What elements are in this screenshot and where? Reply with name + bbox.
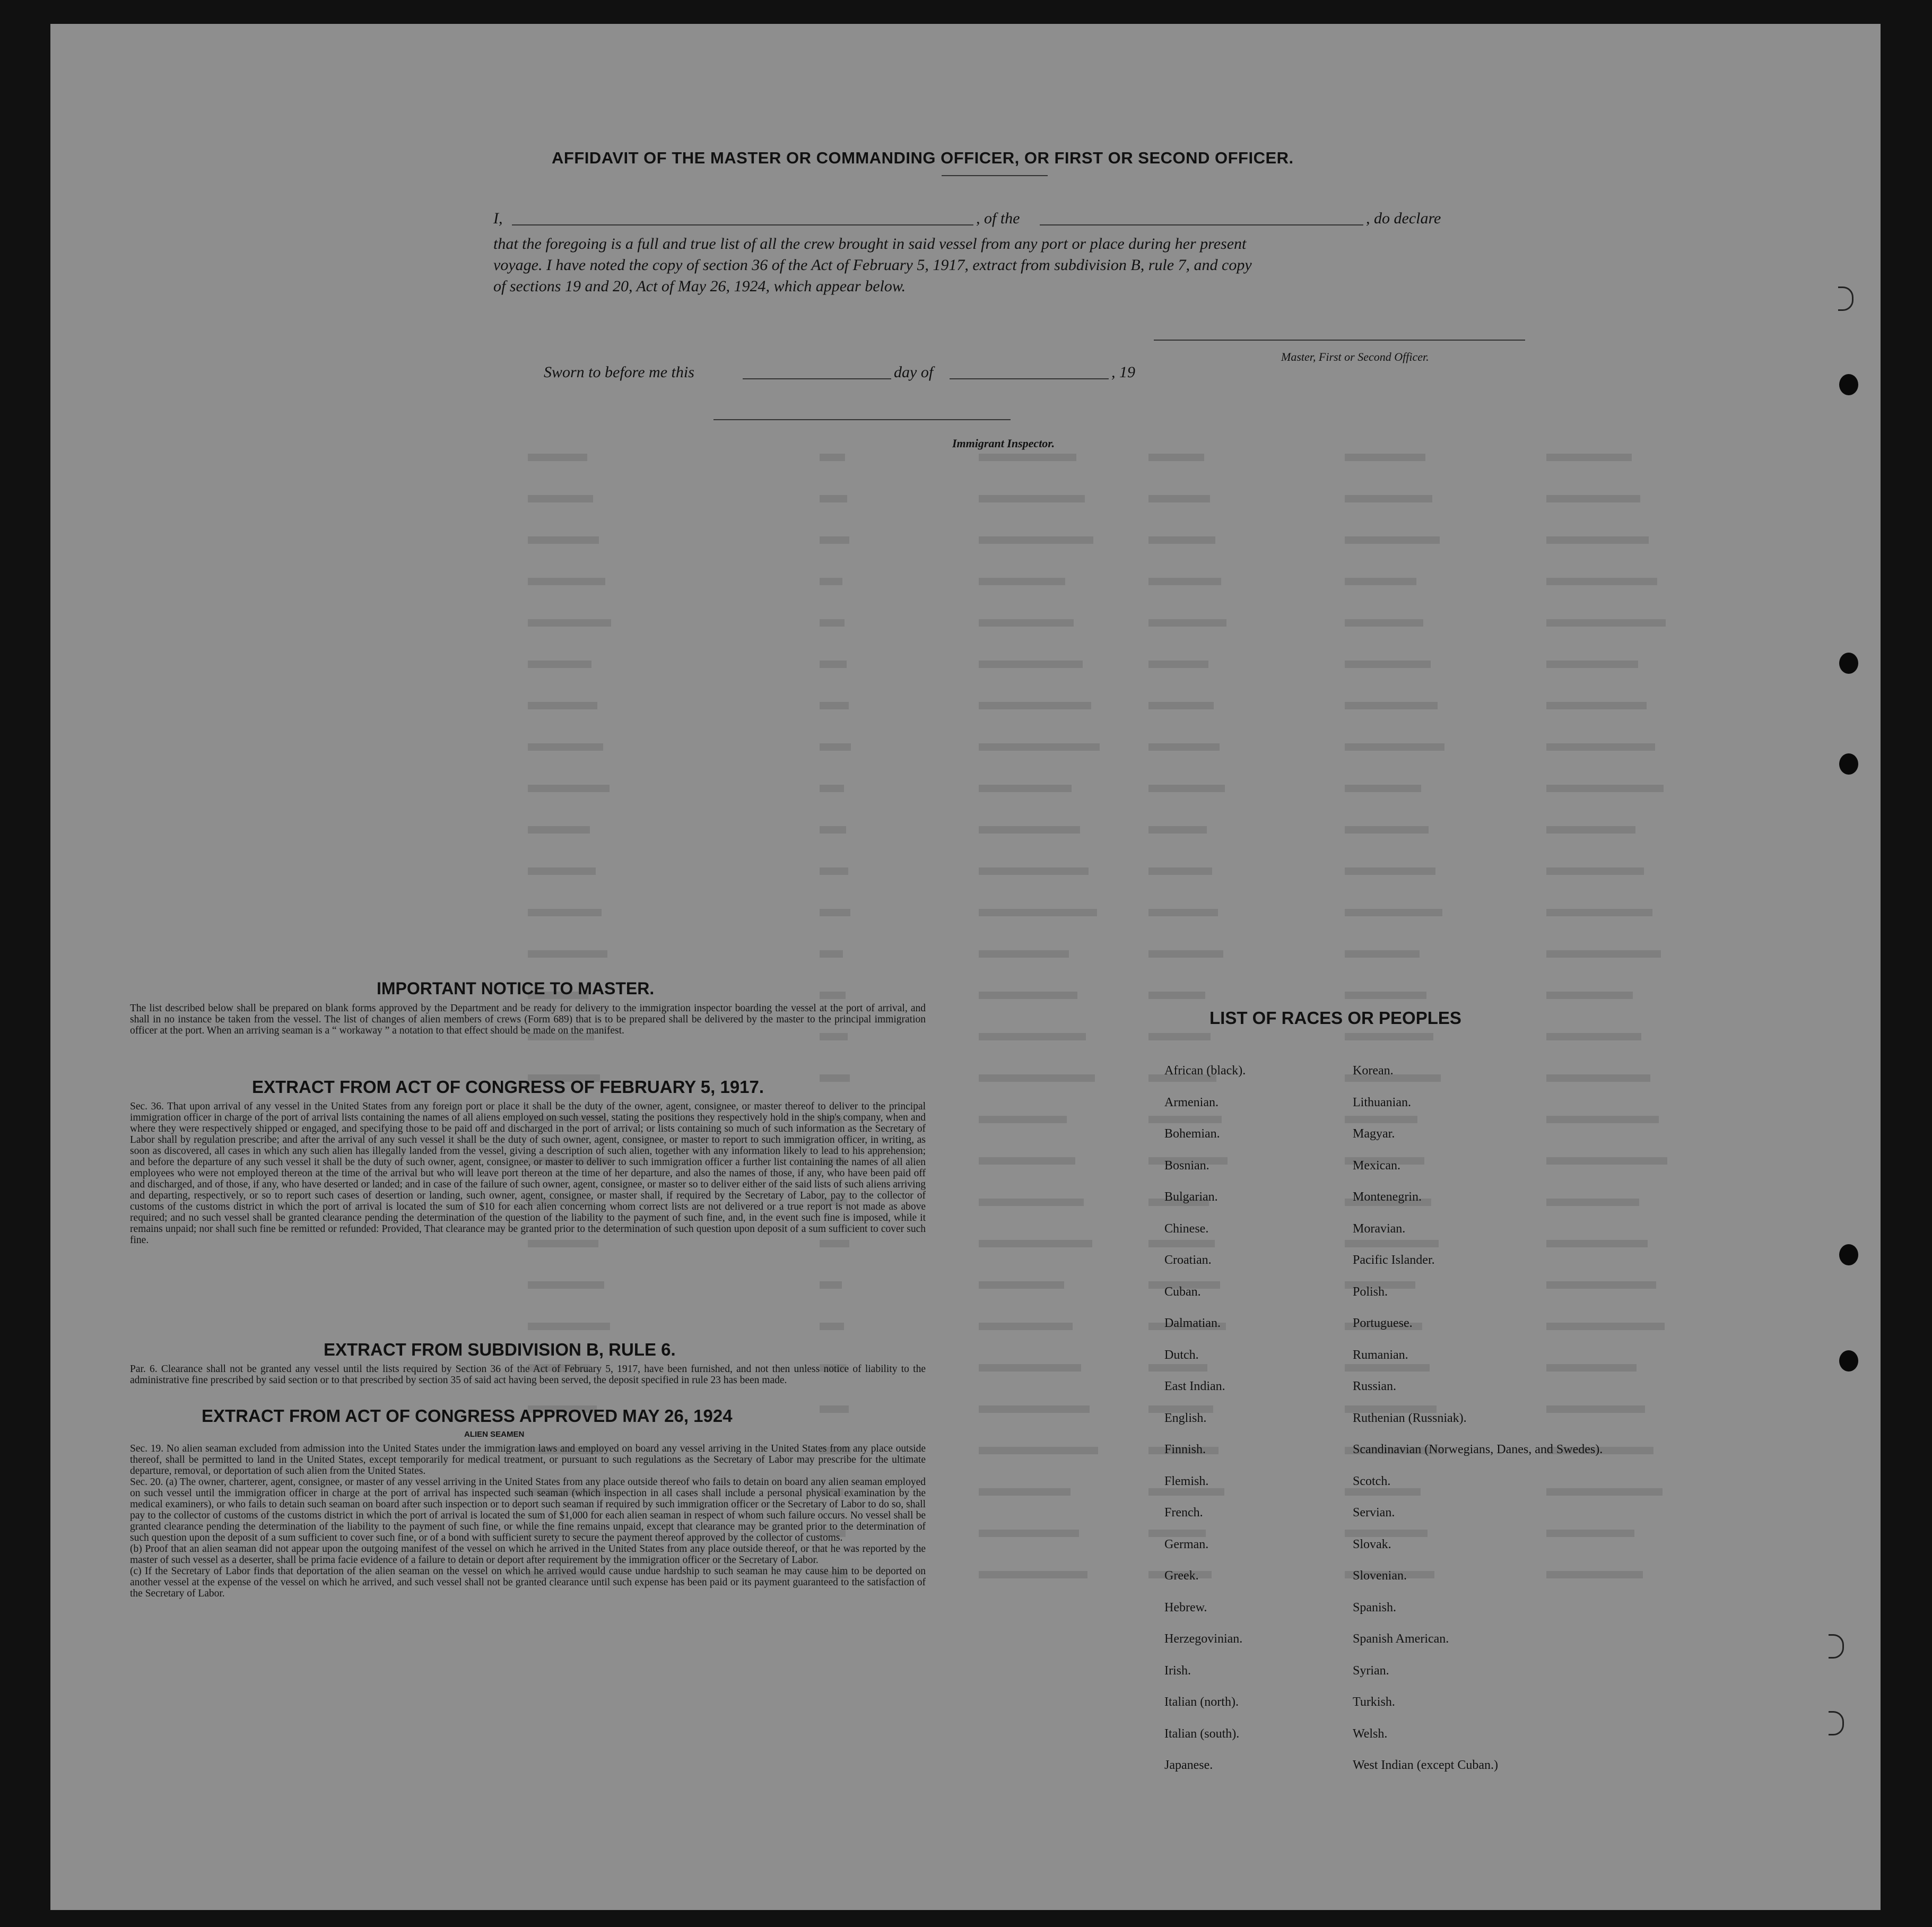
bleed-through-stroke: [820, 909, 850, 916]
bleed-through-stroke: [979, 743, 1100, 751]
bleed-through-stroke: [1546, 743, 1655, 751]
bleed-through-stroke: [1148, 785, 1225, 792]
race-item: Korean.: [1353, 1064, 1394, 1078]
bleed-through-stroke: [979, 1199, 1084, 1206]
bleed-through-stroke: [979, 1447, 1098, 1454]
bleed-through-stroke: [528, 536, 599, 544]
race-item: Cuban.: [1164, 1284, 1201, 1299]
race-item: East Indian.: [1164, 1379, 1225, 1393]
bleed-through-stroke: [528, 619, 611, 627]
race-item: Spanish.: [1353, 1600, 1397, 1614]
race-item: Italian (north).: [1164, 1695, 1239, 1709]
bleed-through-stroke: [1546, 702, 1647, 709]
punch-hole-icon: [1829, 1634, 1844, 1659]
bleed-through-stroke: [528, 826, 590, 834]
master-name-blank[interactable]: [512, 224, 973, 225]
bleed-through-stroke: [979, 1281, 1064, 1289]
bleed-through-stroke: [1345, 578, 1416, 585]
race-item: Japanese.: [1164, 1758, 1213, 1772]
race-item: Turkish.: [1353, 1695, 1395, 1709]
master-signature-label: Master, First or Second Officer.: [1281, 350, 1429, 363]
punch-hole-icon: [1839, 753, 1858, 775]
bleed-through-stroke: [820, 1074, 850, 1082]
affidavit-do-declare: , do declare: [1366, 210, 1441, 227]
bleed-through-stroke: [820, 495, 847, 502]
bleed-through-stroke: [820, 1405, 849, 1413]
bleed-through-stroke: [820, 950, 843, 958]
race-item: Rumanian.: [1353, 1348, 1408, 1362]
bleed-through-stroke: [820, 992, 846, 999]
bleed-through-stroke: [979, 992, 1077, 999]
bleed-through-stroke: [1345, 867, 1435, 875]
bleed-through-stroke: [1148, 661, 1208, 668]
sworn-month-blank[interactable]: [950, 378, 1109, 379]
bleed-through-stroke: [1546, 826, 1635, 834]
bleed-through-stroke: [528, 578, 605, 585]
bleed-through-stroke: [979, 1571, 1087, 1578]
extract-1924-sec20b: (b) Proof that an alien seaman did not appear upon the outgoing manifest of the vessel on which he arrived in the United States from any place outside thereof, or that he was reported by the master of such vessel as a deserter, shall be prima facie evidence of a failure to detain or deport after requirement by the immigration officer or the Secretary of Labor.: [130, 1543, 926, 1566]
notice-title: IMPORTANT NOTICE TO MASTER.: [377, 979, 655, 998]
bleed-through-stroke: [979, 702, 1091, 709]
race-item: Italian (south).: [1164, 1726, 1240, 1741]
punch-hole-icon: [1829, 1711, 1844, 1735]
race-item: Mexican.: [1353, 1158, 1400, 1173]
bleed-through-stroke: [1345, 619, 1423, 627]
race-item: Scandinavian (Norwegians, Danes, and Swedes).: [1353, 1443, 1603, 1456]
extract-1924-sec20c: (c) If the Secretary of Labor finds that deportation of the alien seaman on the vessel on which he arrived would cause undue hardship to such seaman he may cause him to be deported on another vessel at the expense of the vessel on which he arrived, and such vessel shall not be granted clearance until such expense has been paid or its payment guaranteed to the satisfaction of the Secretary of Labor.: [130, 1566, 926, 1599]
extract-rule6-text: Par. 6. Clearance shall not be granted any vessel until the lists required by Section 36 of the Act of February 5, 1917, have been furnished, and not then unless notice of liability to the administrative fine prescribed by said section or to that prescribed by section 35 of said act having been served, the deposit specified in rule 23 has been made.: [130, 1364, 926, 1386]
race-item: Montenegrin.: [1353, 1190, 1422, 1204]
bleed-through-stroke: [979, 1157, 1075, 1165]
bleed-through-stroke: [979, 909, 1097, 916]
race-item: African (black).: [1164, 1064, 1246, 1078]
race-item: Russian.: [1353, 1379, 1397, 1393]
bleed-through-stroke: [1345, 661, 1431, 668]
bleed-through-stroke: [979, 536, 1093, 544]
bleed-through-stroke: [1546, 619, 1666, 627]
bleed-through-stroke: [979, 1488, 1071, 1496]
race-item: Bosnian.: [1164, 1158, 1209, 1173]
inspector-signature-blank[interactable]: [713, 419, 1011, 420]
bleed-through-stroke: [820, 826, 846, 834]
bleed-through-stroke: [1345, 992, 1426, 999]
race-item: Herzegovinian.: [1164, 1632, 1243, 1646]
bleed-through-stroke: [528, 743, 603, 751]
race-item: Bohemian.: [1164, 1127, 1220, 1141]
race-item: German.: [1164, 1537, 1209, 1551]
bleed-through-stroke: [820, 867, 848, 875]
race-item: Pacific Islander.: [1353, 1253, 1435, 1267]
affidavit-line-4: of sections 19 and 20, Act of May 26, 1924, which appear below.: [493, 277, 906, 295]
bleed-through-stroke: [528, 1323, 610, 1330]
year-label: , 19: [1111, 363, 1135, 381]
bleed-through-stroke: [1148, 950, 1223, 958]
bleed-through-stroke: [1546, 867, 1644, 875]
bleed-through-stroke: [979, 950, 1069, 958]
bleed-through-stroke: [1546, 536, 1649, 544]
extract-rule6-title: EXTRACT FROM SUBDIVISION B, RULE 6.: [324, 1340, 676, 1359]
bleed-through-stroke: [820, 454, 845, 461]
race-item: French.: [1164, 1506, 1203, 1520]
bleed-through-stroke: [820, 619, 845, 627]
bleed-through-stroke: [979, 826, 1080, 834]
races-left-column: [1164, 1064, 1366, 1790]
race-item: Chinese.: [1164, 1221, 1209, 1236]
bleed-through-stroke: [1345, 454, 1425, 461]
bleed-through-stroke: [1148, 909, 1218, 916]
race-item: Bulgarian.: [1164, 1190, 1218, 1204]
affidavit-line-3: voyage. I have noted the copy of section 36 of the Act of February 5, 1917, extract from subdivision B, rule 7, and copy: [493, 256, 1252, 274]
bleed-through-stroke: [979, 1530, 1079, 1537]
bleed-through-stroke: [979, 785, 1072, 792]
bleed-through-stroke: [1345, 909, 1442, 916]
bleed-through-stroke: [820, 702, 849, 709]
bleed-through-stroke: [1148, 867, 1212, 875]
race-item: Welsh.: [1353, 1726, 1388, 1741]
bleed-through-stroke: [979, 578, 1065, 585]
race-item: Lithuanian.: [1353, 1095, 1411, 1109]
bleed-through-stroke: [979, 1240, 1092, 1247]
bleed-through-stroke: [528, 950, 607, 958]
extract-1924-sec19: Sec. 19. No alien seaman excluded from admission into the United States under the immigration laws and employed on board any vessel arriving in the United States from any place outside thereof, shall be permitted to land in the United States, except temporarily for medical treatment, or pursuant to such regulations as the Secretary of Labor may prescribe for the ultimate departure, removal, or deportation of such alien from the United States.: [130, 1443, 926, 1477]
bleed-through-stroke: [1148, 1033, 1211, 1040]
bleed-through-stroke: [820, 743, 851, 751]
affidavit-of-the: , of the: [976, 210, 1020, 227]
vessel-name-blank[interactable]: [1040, 224, 1363, 225]
bleed-through-stroke: [1148, 743, 1220, 751]
bleed-through-stroke: [1345, 785, 1421, 792]
extract-1924-subtitle: ALIEN SEAMEN: [464, 1430, 525, 1439]
race-item: Ruthenian (Russniak).: [1353, 1411, 1467, 1425]
bleed-through-stroke: [979, 1116, 1067, 1123]
bleed-through-stroke: [1148, 826, 1207, 834]
bleed-through-stroke: [1148, 992, 1205, 999]
extract-1917-text: Sec. 36. That upon arrival of any vessel in the United States from any foreign port or place it shall be the duty of the owner, agent, consignee, or master thereof to deliver to the principal immigration officer in charge of the port of arrival lists containing the names of all aliens employed on such vessel, stating the positions they respectively hold in the ship's company, when and where they were respectively shipped or engaged, and specifying those to be paid off and discharged in the port of arrival; or lists containing so much of such information as the Secretary of Labor shall by regulation prescribe; and after the arrival of any such vessel it shall be the duty of such owner, agent, consignee, or master to report to such immigration officer, in writing, as soon as discovered, all cases in which any such alien has illegally landed from the vessel, giving a description of such alien, together with any information likely to lead to his apprehension; and before the departure of any such vessel it shall be the duty of such owner, agent, consignee, or master to deliver to such immigration officer a further list containing the names of all alien employees who were not employed thereon at the time of the arrival but who will leave port thereon at the time of her departure, and also the names of those, if any, who have been paid off and discharged, and of those, if any, who have deserted or landed; and in case of the failure of such owner, agent, consignee, or master so to deliver either of the said lists of such aliens arriving and departing, respectively, or so to report such cases of desertion or landing, such owner, agent, consignee, or master shall, if required by the Secretary of Labor, pay to the collector of customs of the customs district in which the port of arrival is located the sum of $10 for each alien concerning whom correct lists are not delivered or a true report is not made as above required; and no such vessel shall be granted clearance pending the determination of the question of the liability to the payment of such fine, and, in the event such fine is imposed, while it remains unpaid; nor shall such fine be remitted or refunded: Provided, That clearance may be granted prior to the determination of such question upon deposit of a sum sufficient to cover such fine.: [130, 1101, 926, 1246]
bleed-through-stroke: [820, 661, 847, 668]
race-item: Hebrew.: [1164, 1600, 1207, 1614]
race-item: Croatian.: [1164, 1253, 1212, 1267]
bleed-through-stroke: [820, 785, 844, 792]
affidavit-line-2: that the foregoing is a full and true list of all the crew brought in said vessel from any port or place during her present: [493, 235, 1247, 253]
master-signature-blank[interactable]: [1154, 340, 1525, 341]
bleed-through-stroke: [1546, 454, 1632, 461]
bleed-through-stroke: [1546, 578, 1657, 585]
bleed-through-stroke: [820, 536, 849, 544]
extract-1924-title: EXTRACT FROM ACT OF CONGRESS APPROVED MAY 26, 1924: [202, 1406, 733, 1426]
race-item: Spanish American.: [1353, 1632, 1449, 1646]
punch-hole-icon: [1839, 1350, 1858, 1372]
bleed-through-stroke: [1148, 702, 1214, 709]
punch-hole-icon: [1838, 287, 1853, 311]
race-item: Servian.: [1353, 1506, 1395, 1520]
affidavit-title: AFFIDAVIT OF THE MASTER OR COMMANDING OFFICER, OR FIRST OR SECOND OFFICER.: [552, 149, 1294, 167]
bleed-through-stroke: [528, 867, 596, 875]
race-item: Greek.: [1164, 1569, 1199, 1583]
races-title: LIST OF RACES OR PEOPLES: [1209, 1008, 1461, 1028]
bleed-through-stroke: [1345, 743, 1444, 751]
race-item: Syrian.: [1353, 1663, 1389, 1678]
race-item: Scotch.: [1353, 1474, 1391, 1488]
extract-1917-title: EXTRACT FROM ACT OF CONGRESS OF FEBRUARY 5, 1917.: [252, 1077, 764, 1097]
bleed-through-stroke: [528, 785, 610, 792]
race-item: Moravian.: [1353, 1221, 1406, 1236]
bleed-through-stroke: [528, 702, 597, 709]
day-of-label: day of: [894, 363, 934, 381]
bleed-through-stroke: [1148, 619, 1226, 627]
punch-hole-icon: [1839, 374, 1858, 395]
bleed-through-stroke: [979, 454, 1076, 461]
bleed-through-stroke: [528, 495, 593, 502]
bleed-through-stroke: [1345, 702, 1438, 709]
sworn-day-blank[interactable]: [743, 378, 891, 379]
extract-1924-sec20a: Sec. 20. (a) The owner, charterer, agent, consignee, or master of any vessel arriving in the United States from any place outside thereof who fails to detain on board any alien seaman employed on such vessel until the immigration officer in charge at the port of arrival has inspected such seaman (which inspection in all cases shall include a personal physical examination by the medical examiners), or who fails to detain such seaman on board after such inspection or to deport such seaman if required by such immigration officer or the Secretary of Labor to do so, shall pay to the collector of customs of the customs district in which the port of arrival is located the sum of $1,000 for each alien seaman in respect of whom such failure occurs. No vessel shall be granted clearance pending the determination of the liability to the payment of such fine, or while the fine remains unpaid, except that clearance may be granted prior to the determination of such question upon the deposit of a sum sufficient to cover such fine, or of a bond with sufficient surety to secure the payment thereof approved by the collector of customs.: [130, 1477, 926, 1543]
race-item: Slovak.: [1353, 1537, 1391, 1551]
race-item: Armenian.: [1164, 1095, 1219, 1109]
bleed-through-stroke: [1345, 495, 1432, 502]
bleed-through-stroke: [1546, 909, 1652, 916]
bleed-through-stroke: [1148, 536, 1215, 544]
notice-text: The list described below shall be prepared on blank forms approved by the Department and be ready for delivery to the immigration inspector boarding the vessel at the port of arrival, and shall in no instance be taken from the vessel. The list of changes of alien members of crews (Form 689) that is to be prepared shall be delivered by the master to the principal immigration officer at the port. When an arriving seaman is a “ workaway ” a notation to that effect should be made on the manifest.: [130, 1003, 926, 1036]
inspector-label: Immigrant Inspector.: [952, 437, 1055, 450]
race-item: West Indian (except Cuban.): [1353, 1758, 1498, 1772]
bleed-through-stroke: [1345, 536, 1440, 544]
bleed-through-stroke: [1148, 578, 1221, 585]
race-item: Dalmatian.: [1164, 1316, 1221, 1330]
bleed-through-stroke: [1345, 950, 1420, 958]
bleed-through-stroke: [820, 1281, 842, 1289]
races-right-column: [1353, 1064, 1629, 1790]
bleed-through-stroke: [1345, 1033, 1433, 1040]
bleed-through-stroke: [979, 1323, 1073, 1330]
bleed-through-stroke: [528, 909, 602, 916]
bleed-through-stroke: [979, 661, 1083, 668]
bleed-through-stroke: [528, 661, 591, 668]
bleed-through-stroke: [979, 867, 1089, 875]
bleed-through-stroke: [528, 454, 587, 461]
race-item: Dutch.: [1164, 1348, 1199, 1362]
affidavit-i-label: I,: [493, 210, 503, 227]
bleed-through-stroke: [1546, 1033, 1641, 1040]
race-item: Polish.: [1353, 1284, 1388, 1299]
bleed-through-stroke: [979, 1033, 1086, 1040]
bleed-through-stroke: [1546, 495, 1640, 502]
race-item: English.: [1164, 1411, 1207, 1425]
bleed-through-stroke: [528, 1281, 604, 1289]
bleed-through-stroke: [1546, 785, 1664, 792]
bleed-through-stroke: [1345, 826, 1429, 834]
bleed-through-stroke: [820, 578, 842, 585]
race-item: Finnish.: [1164, 1443, 1206, 1456]
bleed-through-stroke: [979, 1074, 1095, 1082]
race-item: Portuguese.: [1353, 1316, 1413, 1330]
bleed-through-stroke: [979, 619, 1074, 627]
bleed-through-stroke: [979, 1405, 1090, 1413]
bleed-through-stroke: [979, 1364, 1081, 1372]
punch-hole-icon: [1839, 1244, 1858, 1265]
punch-hole-icon: [1839, 653, 1858, 674]
bleed-through-stroke: [1148, 454, 1204, 461]
title-underline: [942, 175, 1048, 176]
bleed-through-stroke: [1148, 495, 1210, 502]
document-page: [50, 24, 1881, 1910]
bleed-through-stroke: [979, 495, 1085, 502]
sworn-label: Sworn to before me this: [544, 363, 694, 381]
race-item: Irish.: [1164, 1663, 1191, 1678]
race-item: Slovenian.: [1353, 1569, 1407, 1583]
bleed-through-stroke: [1546, 950, 1661, 958]
bleed-through-stroke: [1546, 992, 1633, 999]
bleed-through-stroke: [1546, 661, 1638, 668]
race-item: Flemish.: [1164, 1474, 1209, 1488]
bleed-through-stroke: [820, 1323, 844, 1330]
race-item: Magyar.: [1353, 1127, 1395, 1141]
